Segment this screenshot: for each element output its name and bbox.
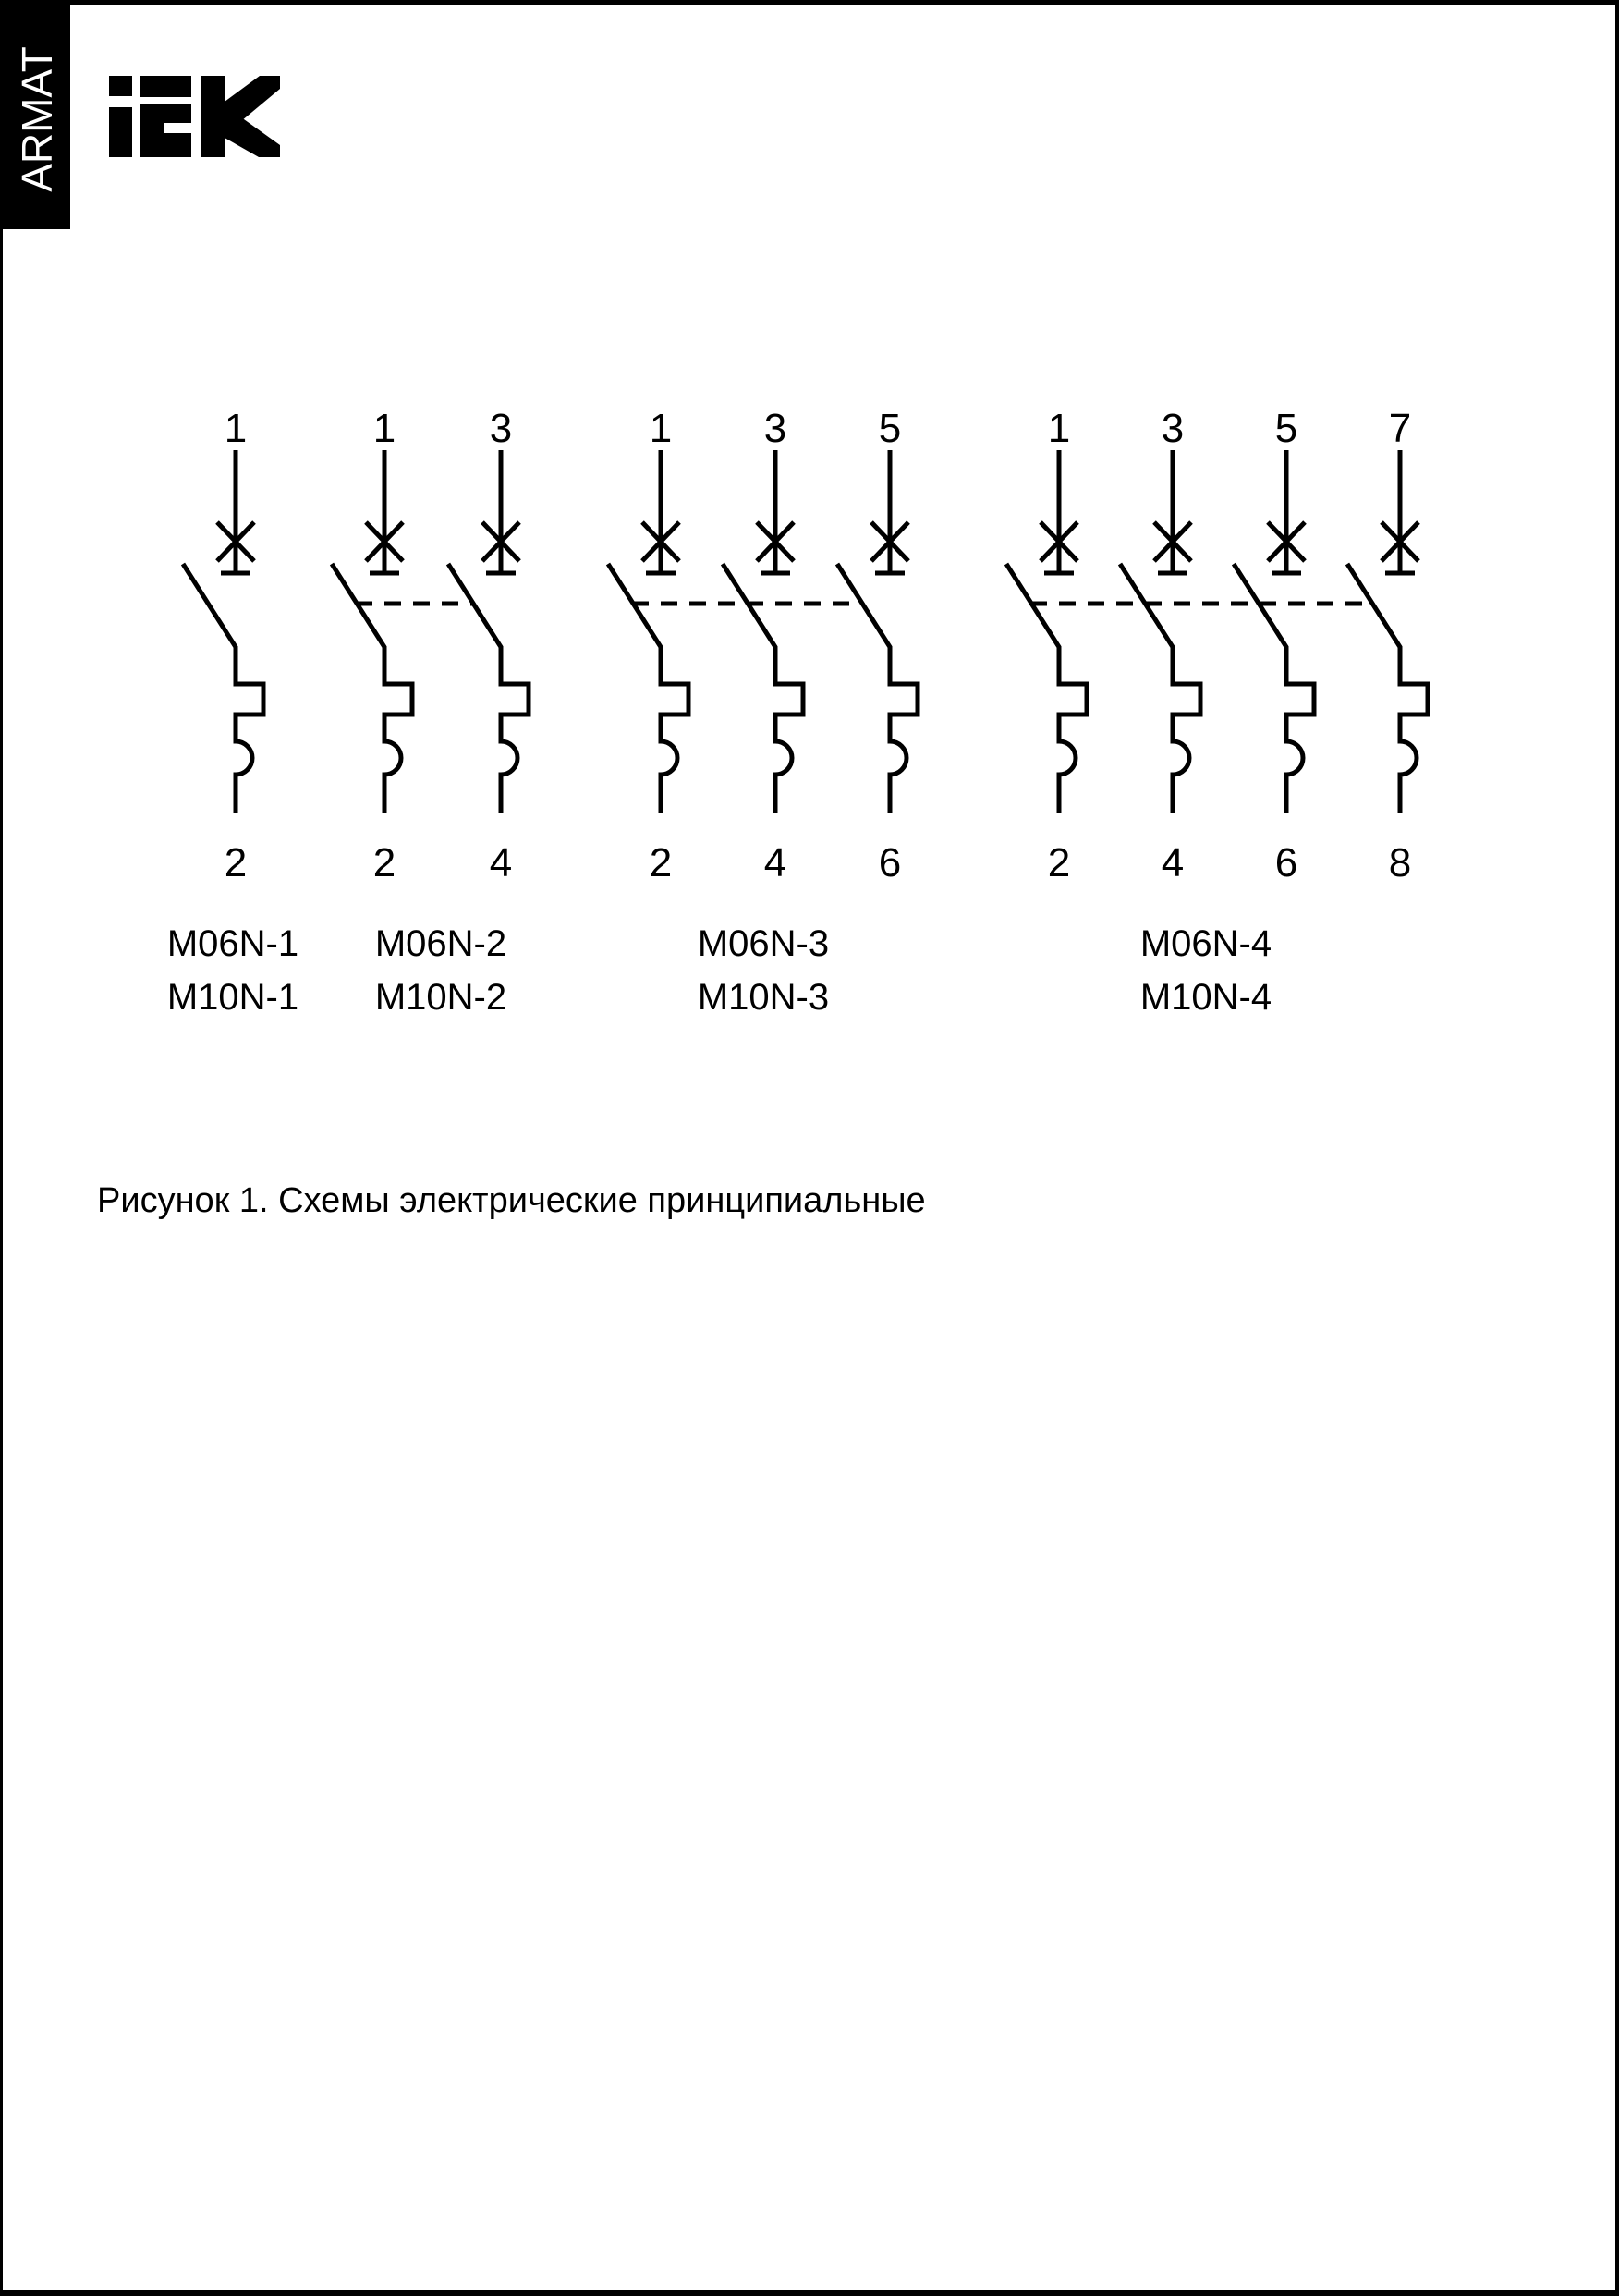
terminal-number-bottom: 6 — [1274, 840, 1298, 885]
terminal-number-bottom: 4 — [1161, 840, 1185, 885]
diagram-m06n-3 — [608, 406, 918, 1018]
terminal-number-bottom: 2 — [1047, 840, 1071, 885]
model-label: M06N-3 — [697, 923, 830, 964]
diagram-m06n-1 — [167, 406, 298, 1018]
model-label: M10N-1 — [166, 977, 299, 1018]
brand-sidebar — [3, 0, 70, 229]
breaker-pole-symbol — [1120, 450, 1200, 813]
figure-caption: Рисунок 1. Схемы электрические принципиальные — [97, 1181, 926, 1220]
terminal-number-top: 3 — [489, 406, 513, 451]
terminal-number-top: 3 — [763, 406, 787, 451]
logo-k-stem — [201, 76, 225, 157]
page-border-left — [0, 0, 3, 2296]
iek-logo — [109, 76, 280, 157]
model-label: M06N-1 — [166, 923, 299, 964]
terminal-number-top: 7 — [1388, 406, 1412, 451]
breaker-pole-symbol — [448, 450, 529, 813]
logo-e-body — [140, 104, 191, 157]
breaker-pole-symbol — [183, 450, 263, 813]
terminal-number-top: 3 — [1161, 406, 1185, 451]
model-label: M10N-2 — [374, 977, 507, 1018]
terminal-number-bottom: 2 — [372, 840, 396, 885]
breaker-pole-symbol — [1006, 450, 1087, 813]
terminal-number-top: 5 — [1274, 406, 1298, 451]
diagram-m06n-2 — [332, 406, 529, 1018]
breaker-pole-symbol — [1234, 450, 1314, 813]
terminal-number-bottom: 4 — [763, 840, 787, 885]
diagram-m06n-4 — [1006, 406, 1428, 1018]
brand-sidebar-label: ARMAT — [13, 46, 61, 192]
terminal-number-top: 1 — [1047, 406, 1071, 451]
logo-e-top-bar — [140, 76, 191, 97]
terminal-number-top: 1 — [372, 406, 396, 451]
terminal-number-top: 5 — [878, 406, 902, 451]
page-border-top — [0, 0, 1619, 5]
breaker-pole-symbol — [1347, 450, 1428, 813]
logo-i-dot — [109, 76, 132, 96]
page-border-bottom — [0, 2290, 1619, 2296]
breaker-pole-symbol — [608, 450, 688, 813]
breaker-pole-symbol — [332, 450, 412, 813]
terminal-number-bottom: 8 — [1388, 840, 1412, 885]
terminal-number-bottom: 2 — [224, 840, 248, 885]
terminal-number-bottom: 2 — [649, 840, 673, 885]
terminal-number-bottom: 6 — [878, 840, 902, 885]
breaker-pole-symbol — [723, 450, 803, 813]
breaker-pole-symbol — [837, 450, 918, 813]
model-label: M10N-4 — [1139, 977, 1272, 1018]
model-label: M10N-3 — [697, 977, 830, 1018]
logo-k-lower-arm — [225, 105, 280, 157]
logo-i-stem — [109, 107, 132, 157]
page-border-right — [1615, 0, 1619, 2296]
terminal-number-bottom: 4 — [489, 840, 513, 885]
model-label: M06N-4 — [1139, 923, 1272, 964]
terminal-number-top: 1 — [649, 406, 673, 451]
model-label: M06N-2 — [374, 923, 507, 964]
terminal-number-top: 1 — [224, 406, 248, 451]
